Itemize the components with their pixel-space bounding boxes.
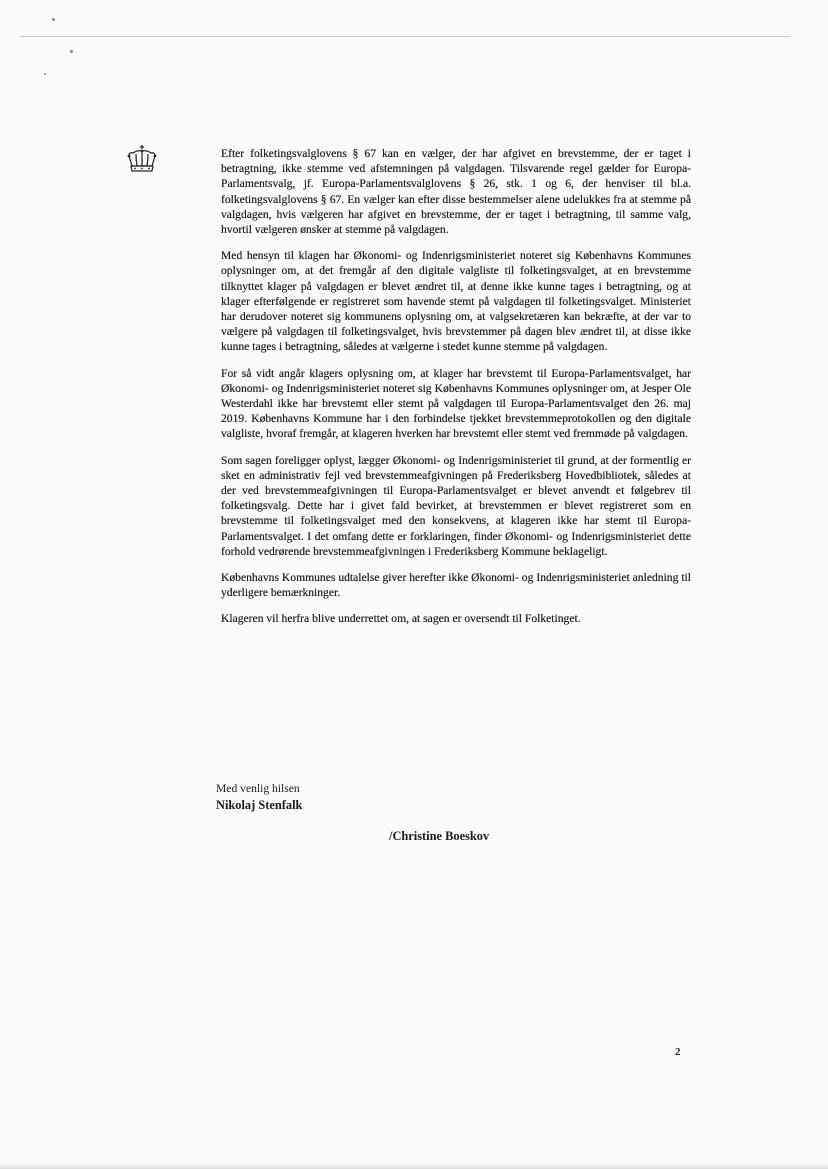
closing-greeting: Med venlig hilsen	[216, 782, 300, 795]
paragraph-europa-parlamentsvalg: For så vidt angår klagers oplysning om, at klager har brevstemt til Europa-Parlamentsvalget, har Økonomi- og Indenrigsministeriet noteret sig Københavns Kommunes oplysninger om, at Jesper Ole Westerdahl ikke har brevstemt eller stemt på valgdagen til Europa-Parlamentsvalget den 26. maj 2019. Københavns Kommune har i den forbindelse tjekket brevstemmeprotokollen og den digitale valgliste, hvoraf fremgår, at klageren hverken har brevstemt eller stemt ved fremmøde på valgdagen.	[221, 366, 691, 441]
paragraph-udtalelse: Københavns Kommunes udtalelse giver herefter ikke Økonomi- og Indenrigsministeriet anledning til yderligere bemærkninger.	[221, 571, 691, 600]
scan-speck	[44, 73, 46, 75]
paragraph-brevstemme-rules: Efter folketingsvalglovens § 67 kan en vælger, der har afgivet en brevstemme, der er taget i betragtning, ikke stemme ved afstemningen på valgdagen. Tilsvarende regel gælder for Europa-Parlamentsvalg, jf. Europa-Parlamentsvalglovens § 26, stk. 1 og 6, der henviser til bl.a. folketingsvalglovens § 67. En vælger kan efter disse bestemmelser alene udelukkes fra at stemme på valgdagen, hvis vælgeren har afgivet en brevstemme, der er taget i betragtning, til samme valg, hvortil vælgeren ønsker at stemme på valgdagen.	[221, 147, 691, 237]
sender-name: Nikolaj Stenfalk	[216, 798, 303, 812]
paragraph-klage-kommune: Med hensyn til klagen har Økonomi- og Indenrigsministeriet noteret sig Københavns Kommunes oplysninger om, at det fremgår af den digitale valgliste til folketingsvalget, at en brevstemme tilknyttet klager på valgdagen er blevet ændret til, at denne ikke kunne tages i betragtning, og at klager efterfølgende er registreret som havende stemt på valgdagen til folketingsvalget. Ministeriet har derudover noteret sig kommunens oplysning om, at valgsekretæren kan bekræfte, at der var to vælgere på valgdagen til folketingsvalget, hvis brevstemmer på dagen blev ændret til, at disse ikke kunne tages i betragtning, således at vælgerne i stedet kunne stemme på valgdagen.	[221, 249, 691, 354]
letter-body	[221, 146, 691, 638]
scan-speck	[52, 18, 55, 21]
closing-block	[216, 781, 302, 813]
scan-artifact-line	[20, 36, 790, 37]
scan-speck	[70, 50, 73, 53]
scan-bottom-edge	[0, 1163, 828, 1169]
crown-logo-icon	[124, 144, 160, 174]
cosigner-name: /Christine Boeskov	[389, 829, 490, 843]
page-number: 2	[675, 1046, 681, 1058]
paragraph-underretning: Klageren vil herfra blive underrettet om, at sagen er oversendt til Folketinget.	[221, 612, 581, 626]
paragraph-administrativ-fejl: Som sagen foreligger oplyst, lægger Økonomi- og Indenrigsministeriet til grund, at der formentlig er sket en administrativ fejl ved brevstemmeafgivningen på Frederiksberg Hovedbibliotek, således at der ved brevstemmeafgivningen til Europa-Parlamentsvalget er blevet anvendt et følgebrev til folketingsvalg. Dette har i givet fald bevirket, at brevstemmen er blevet registreret som en brevstemme til folketingsvalget med den konsekvens, at klageren ikke har stemt til Europa-Parlamentsvalget. I det omfang dette er forklaringen, finder Økonomi- og Indenrigsministeriet dette forhold vedrørende brevstemmeafgivningen i Frederiksberg Kommune beklageligt.	[221, 453, 691, 558]
